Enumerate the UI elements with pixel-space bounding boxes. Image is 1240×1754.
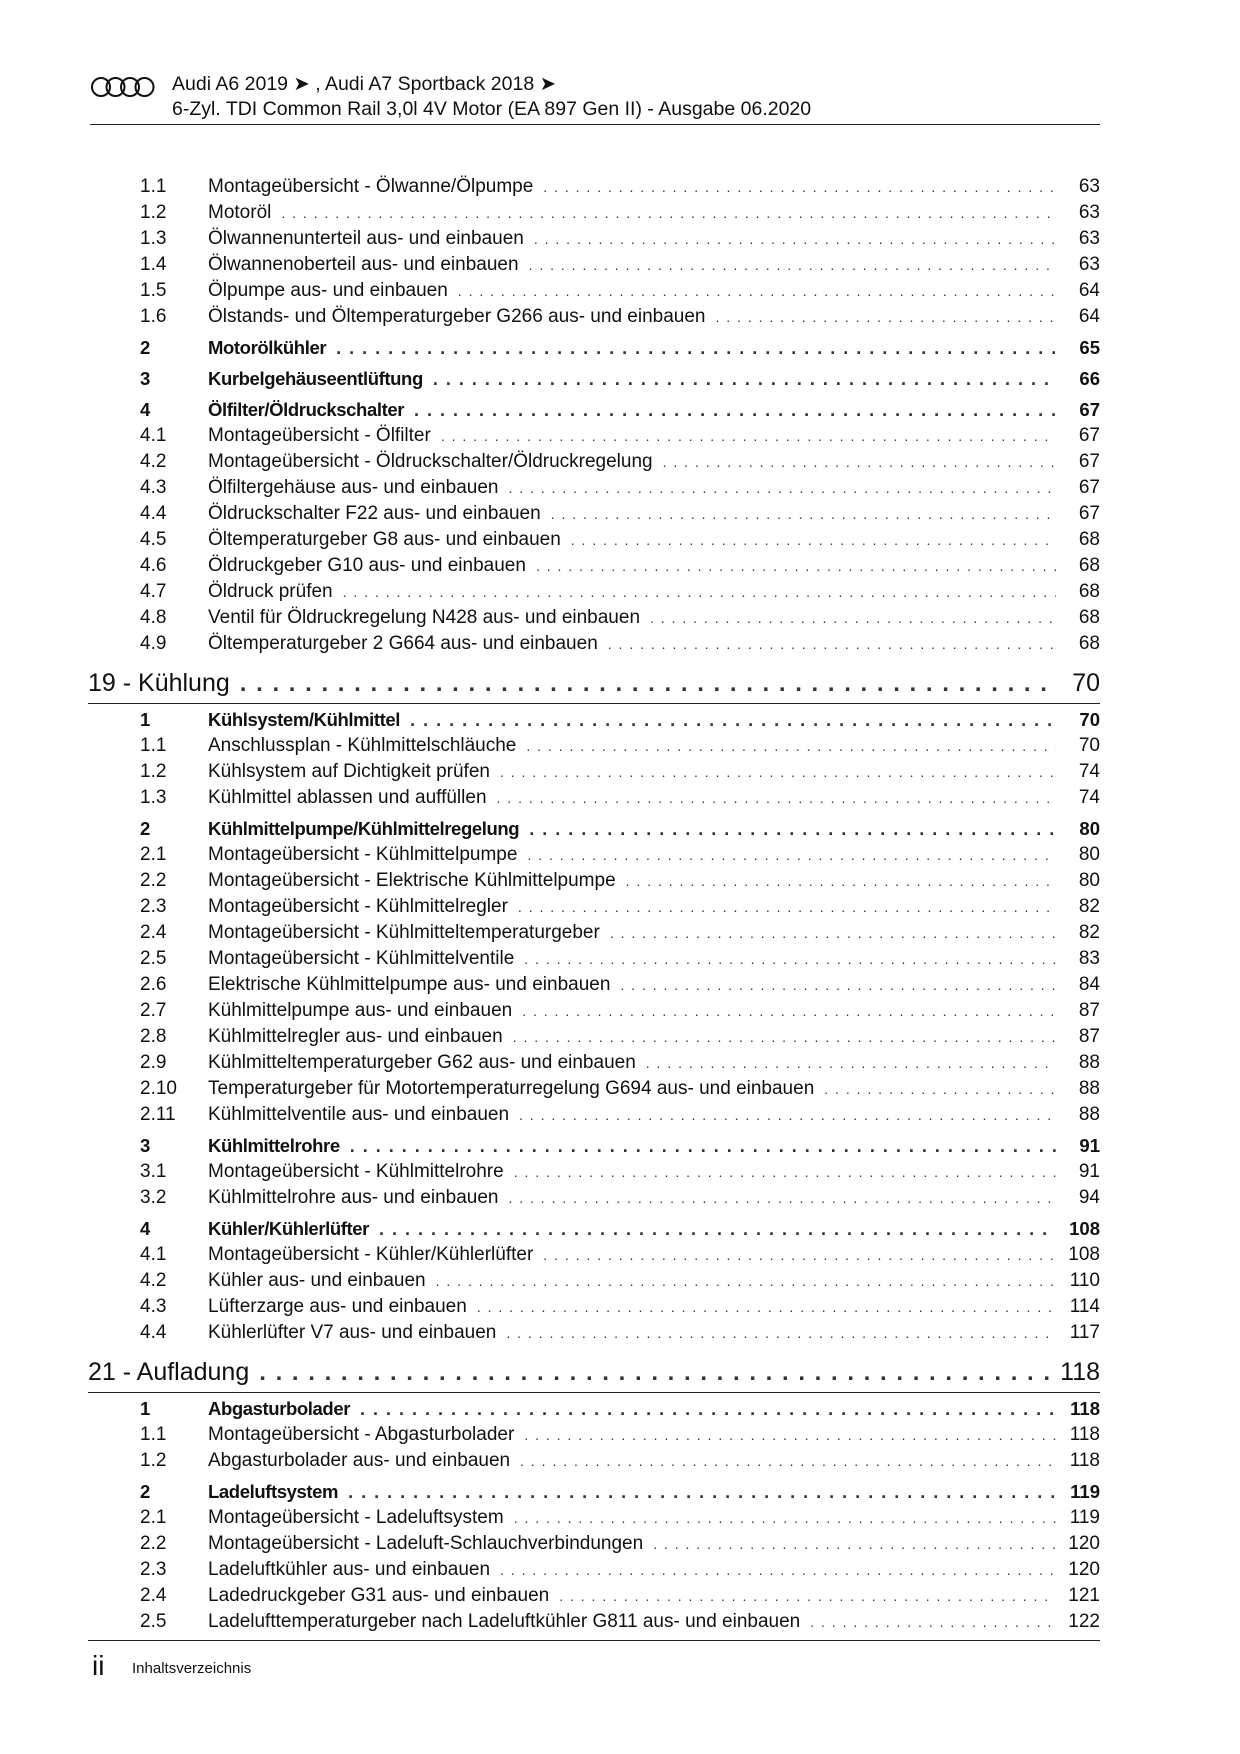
toc-entry-row[interactable] [88, 1052, 1100, 1078]
toc-entry-row[interactable] [88, 1187, 1100, 1213]
toc-number: 1.6 [140, 306, 167, 327]
toc-section-row[interactable] [88, 368, 1100, 394]
toc-title: Kühlmittelpumpe/Kühlmittelregelung [208, 818, 520, 839]
toc-page-number: 91 [1078, 1161, 1100, 1182]
toc-title: Ventil für Öldruckregelung N428 aus- und einbauen [208, 607, 641, 628]
toc-leader-dots [508, 1190, 1056, 1206]
toc-entry-row[interactable] [88, 1026, 1100, 1052]
toc-number: 2.7 [140, 1000, 167, 1021]
toc-title: Montageübersicht - Kühlmittelpumpe [208, 844, 518, 865]
toc-section-row[interactable] [88, 1218, 1100, 1244]
toc-title: Kühlmittelventile aus- und einbauen [208, 1104, 510, 1125]
toc-title: Ladelufttemperaturgeber nach Ladeluftkühler G811 aus- und einbauen [208, 1611, 801, 1632]
toc-leader-dots [663, 454, 1056, 470]
toc-entry-row[interactable] [88, 529, 1100, 555]
toc-entry-row[interactable] [88, 1104, 1100, 1130]
toc-page-number: 70 [1079, 709, 1100, 730]
toc-entry-row[interactable] [88, 1000, 1100, 1026]
toc-leader-dots [526, 738, 1056, 754]
toc-title: Ladeluftkühler aus- und einbauen [208, 1559, 491, 1580]
toc-title: Motorölkühler [208, 337, 327, 358]
toc-number: 2.3 [140, 1559, 167, 1580]
toc-entry-row[interactable] [88, 1450, 1100, 1476]
toc-page-number: 117 [1069, 1322, 1100, 1343]
toc-leader-dots [513, 1029, 1056, 1045]
toc-entry-row[interactable] [88, 1424, 1100, 1450]
toc-number: 2.2 [140, 870, 167, 891]
toc-entry-row[interactable] [88, 1585, 1100, 1611]
toc-entry-row[interactable] [88, 228, 1100, 254]
toc-entry-row[interactable] [88, 1078, 1100, 1104]
toc-entry-row[interactable] [88, 425, 1100, 451]
toc-leader-dots [379, 1219, 1056, 1240]
toc-leader-dots [626, 873, 1056, 889]
toc-number: 2 [140, 337, 151, 358]
toc-entry-row[interactable] [88, 477, 1100, 503]
toc-page-number: 82 [1078, 896, 1100, 917]
footer-divider [88, 1640, 1100, 1641]
toc-section-row[interactable] [88, 818, 1100, 844]
toc-page-number: 87 [1078, 1026, 1100, 1047]
toc-page-number: 68 [1078, 529, 1100, 550]
toc-page-number: 67 [1078, 477, 1100, 498]
toc-title: Montageübersicht - Kühlmittelventile [208, 948, 515, 969]
toc-leader-dots [524, 1427, 1056, 1443]
toc-page-number: 68 [1078, 581, 1100, 602]
toc-leader-dots [653, 1536, 1056, 1552]
toc-title: Montageübersicht - Kühlmittelrohre [208, 1161, 504, 1182]
toc-number: 1.1 [140, 735, 167, 756]
toc-leader-dots [259, 1359, 1052, 1387]
toc-title: Ölstands- und Öltemperaturgeber G266 aus- und einbauen [208, 306, 706, 327]
toc-entry-row[interactable] [88, 176, 1100, 202]
toc-number: 2.5 [140, 1611, 167, 1632]
toc-number: 4.9 [140, 633, 167, 654]
toc-entry-row[interactable] [88, 735, 1100, 761]
toc-number: 4.4 [140, 1322, 167, 1343]
toc-title: Ölfiltergehäuse aus- und einbauen [208, 477, 499, 498]
toc-title: Ladeluftsystem [208, 1481, 339, 1502]
toc-number: 4.4 [140, 503, 167, 524]
toc-title: Kurbelgehäuseentlüftung [208, 368, 423, 389]
toc-number: 3 [140, 1135, 151, 1156]
toc-entry-row[interactable] [88, 870, 1100, 896]
toc-number: 4.3 [140, 1296, 167, 1317]
toc-page-number: 68 [1078, 555, 1100, 576]
toc-page-number: 122 [1068, 1611, 1100, 1632]
toc-page-number: 118 [1069, 1424, 1100, 1445]
toc-title: Montageübersicht - Ölwanne/Ölpumpe [208, 176, 534, 197]
toc-page-number: 121 [1068, 1585, 1100, 1606]
toc-leader-dots [529, 819, 1056, 840]
footer-page-number: ii [92, 1650, 105, 1681]
toc-number: 1 [140, 1398, 151, 1419]
toc-page-number: 68 [1078, 633, 1100, 654]
toc-page-number: 118 [1070, 1398, 1100, 1419]
toc-title: Kühler aus- und einbauen [208, 1270, 426, 1291]
toc-page-number: 64 [1078, 306, 1100, 327]
toc-leader-dots [519, 1107, 1056, 1123]
toc-number: 4.2 [140, 1270, 167, 1291]
toc-leader-dots [441, 428, 1056, 444]
toc-title: Öltemperaturgeber G8 aus- und einbauen [208, 529, 561, 550]
toc-title: Lüfterzarge aus- und einbauen [208, 1296, 467, 1317]
toc-number: 2.3 [140, 896, 167, 917]
toc-page-number: 67 [1078, 451, 1100, 472]
toc-page-number: 120 [1068, 1533, 1100, 1554]
toc-entry-row[interactable] [88, 1611, 1100, 1637]
audi-rings-logo-icon [90, 76, 156, 98]
toc-chapter-row[interactable] [88, 1358, 1100, 1393]
toc-section-row[interactable] [88, 1135, 1100, 1161]
toc-leader-dots [551, 506, 1056, 522]
toc-leader-dots [536, 558, 1056, 574]
toc-leader-dots [524, 951, 1056, 967]
toc-entry-row[interactable] [88, 1296, 1100, 1322]
toc-page-number: 108 [1068, 1244, 1100, 1265]
table-of-contents [88, 176, 1100, 1637]
toc-number: 2.9 [140, 1052, 167, 1073]
toc-entry-row[interactable] [88, 555, 1100, 581]
toc-leader-dots [281, 205, 1056, 221]
toc-leader-dots [610, 925, 1056, 941]
toc-page-number: 80 [1078, 870, 1100, 891]
toc-entry-row[interactable] [88, 761, 1100, 787]
toc-leader-dots [350, 1136, 1056, 1157]
toc-number: 1.2 [140, 202, 167, 223]
toc-number: 4.1 [140, 1244, 167, 1265]
toc-entry-row[interactable] [88, 202, 1100, 228]
toc-title: Kühlsystem/Kühlmittel [208, 709, 401, 730]
toc-entry-row[interactable] [88, 1244, 1100, 1270]
toc-title: Öldruck prüfen [208, 581, 333, 602]
toc-title: 21 - Aufladung [88, 1358, 250, 1386]
header-engine-line: 6-Zyl. TDI Common Rail 3,0l 4V Motor (EA 897 Gen II) - Ausgabe 06.2020 [172, 98, 812, 120]
toc-leader-dots [497, 790, 1056, 806]
toc-number: 1.1 [140, 1424, 167, 1445]
toc-leader-dots [520, 1453, 1056, 1469]
toc-title: Montageübersicht - Ladeluft-Schlauchverbindungen [208, 1533, 644, 1554]
toc-title: Abgasturbolader aus- und einbauen [208, 1450, 511, 1471]
toc-page-number: 67 [1079, 399, 1100, 420]
toc-title: Montageübersicht - Kühler/Kühlerlüfter [208, 1244, 534, 1265]
toc-page-number: 84 [1078, 974, 1100, 995]
toc-entry-row[interactable] [88, 633, 1100, 659]
toc-title: 19 - Kühlung [88, 669, 230, 697]
toc-number: 2.4 [140, 1585, 167, 1606]
toc-entry-row[interactable] [88, 581, 1100, 607]
toc-entry-row[interactable] [88, 607, 1100, 633]
toc-title: Montageübersicht - Öldruckschalter/Öldruckregelung [208, 451, 653, 472]
toc-page-number: 91 [1079, 1135, 1100, 1156]
toc-number: 1.4 [140, 254, 167, 275]
toc-leader-dots [477, 1299, 1056, 1315]
toc-page-number: 63 [1078, 228, 1100, 249]
toc-title: Montageübersicht - Elektrische Kühlmittelpumpe [208, 870, 616, 891]
toc-page-number: 68 [1078, 607, 1100, 628]
toc-number: 4.6 [140, 555, 167, 576]
toc-chapter-row[interactable] [88, 669, 1100, 704]
toc-page-number: 67 [1078, 425, 1100, 446]
toc-title: Ölpumpe aus- und einbauen [208, 280, 448, 301]
toc-entry-row[interactable] [88, 306, 1100, 332]
toc-leader-dots [336, 338, 1056, 359]
toc-number: 4 [140, 399, 151, 420]
toc-title: Kühler/Kühlerlüfter [208, 1218, 369, 1239]
toc-leader-dots [433, 369, 1056, 390]
toc-leader-dots [508, 480, 1056, 496]
toc-number: 4.3 [140, 477, 167, 498]
toc-page-number: 66 [1079, 368, 1100, 389]
toc-title: Kühlmittelpumpe aus- und einbauen [208, 1000, 513, 1021]
toc-section-row[interactable] [88, 709, 1100, 735]
toc-number: 2.1 [140, 844, 167, 865]
toc-leader-dots [650, 610, 1056, 626]
toc-title: Kühlerlüfter V7 aus- und einbauen [208, 1322, 497, 1343]
toc-title: Öldruckschalter F22 aus- und einbauen [208, 503, 541, 524]
toc-number: 1.1 [140, 176, 167, 197]
toc-section-row[interactable] [88, 337, 1100, 363]
toc-entry-row[interactable] [88, 451, 1100, 477]
toc-leader-dots [343, 584, 1056, 600]
toc-page-number: 118 [1069, 1450, 1100, 1471]
toc-title: Anschlussplan - Kühlmittelschläuche [208, 735, 517, 756]
toc-leader-dots [500, 764, 1056, 780]
toc-page-number: 63 [1078, 176, 1100, 197]
toc-section-row[interactable] [88, 1398, 1100, 1424]
toc-page-number: 74 [1078, 761, 1100, 782]
toc-title: Ölwannenunterteil aus- und einbauen [208, 228, 524, 249]
toc-number: 1 [140, 709, 151, 730]
toc-title: Temperaturgeber für Motortemperaturregelung G694 aus- und einbauen [208, 1078, 815, 1099]
toc-number: 2.4 [140, 922, 167, 943]
toc-leader-dots [559, 1588, 1056, 1604]
toc-section-row[interactable] [88, 399, 1100, 425]
toc-number: 4.7 [140, 581, 167, 602]
toc-title: Montageübersicht - Abgasturbolader [208, 1424, 515, 1445]
toc-entry-row[interactable] [88, 1322, 1100, 1348]
toc-entry-row[interactable] [88, 1270, 1100, 1296]
header-vehicle-line: Audi A6 2019 ➤ , Audi A7 Sportback 2018 ➤ [172, 73, 556, 95]
toc-number: 3 [140, 368, 151, 389]
toc-leader-dots [646, 1055, 1056, 1071]
toc-title: Elektrische Kühlmittelpumpe aus- und einbauen [208, 974, 611, 995]
toc-title: Montageübersicht - Kühlmitteltemperaturgeber [208, 922, 600, 943]
toc-entry-row[interactable] [88, 1533, 1100, 1559]
toc-leader-dots [527, 847, 1056, 863]
toc-page-number: 74 [1078, 787, 1100, 808]
toc-leader-dots [506, 1325, 1056, 1341]
toc-title: Kühlmittel ablassen und auffüllen [208, 787, 487, 808]
toc-page-number: 110 [1069, 1270, 1100, 1291]
toc-page-number: 63 [1078, 202, 1100, 223]
toc-leader-dots [620, 977, 1056, 993]
toc-number: 1.3 [140, 787, 167, 808]
toc-leader-dots [240, 670, 1056, 698]
toc-entry-row[interactable] [88, 787, 1100, 813]
toc-number: 3.2 [140, 1187, 167, 1208]
toc-entry-row[interactable] [88, 503, 1100, 529]
toc-number: 1.5 [140, 280, 167, 301]
toc-page-number: 70 [1072, 669, 1100, 697]
toc-page-number: 108 [1069, 1218, 1100, 1239]
toc-entry-row[interactable] [88, 844, 1100, 870]
toc-number: 4.5 [140, 529, 167, 550]
toc-leader-dots [360, 1399, 1056, 1420]
toc-page-number: 118 [1060, 1358, 1100, 1386]
toc-page-number: 119 [1069, 1507, 1100, 1528]
toc-page-number: 88 [1078, 1104, 1100, 1125]
toc-title: Kühlmitteltemperaturgeber G62 aus- und einbauen [208, 1052, 636, 1073]
toc-entry-row[interactable] [88, 1161, 1100, 1187]
toc-leader-dots [458, 283, 1056, 299]
toc-entry-row[interactable] [88, 896, 1100, 922]
toc-page-number: 65 [1079, 337, 1100, 358]
toc-title: Kühlmittelregler aus- und einbauen [208, 1026, 503, 1047]
toc-number: 2.2 [140, 1533, 167, 1554]
toc-entry-row[interactable] [88, 974, 1100, 1000]
toc-leader-dots [608, 636, 1056, 652]
toc-leader-dots [514, 1510, 1056, 1526]
toc-page-number: 64 [1078, 280, 1100, 301]
toc-page-number: 114 [1069, 1296, 1100, 1317]
toc-page-number: 94 [1078, 1187, 1100, 1208]
toc-title: Öltemperaturgeber 2 G664 aus- und einbauen [208, 633, 598, 654]
toc-number: 2 [140, 1481, 151, 1502]
toc-number: 2.5 [140, 948, 167, 969]
toc-title: Kühlmittelrohre aus- und einbauen [208, 1187, 499, 1208]
toc-leader-dots [824, 1081, 1056, 1097]
toc-section-row[interactable] [88, 1481, 1100, 1507]
toc-page-number: 80 [1078, 844, 1100, 865]
toc-number: 3.1 [140, 1161, 167, 1182]
toc-number: 1.2 [140, 1450, 167, 1471]
toc-entry-row[interactable] [88, 922, 1100, 948]
toc-leader-dots [810, 1614, 1056, 1630]
toc-page-number: 82 [1078, 922, 1100, 943]
toc-number: 1.3 [140, 228, 167, 249]
toc-leader-dots [534, 231, 1056, 247]
toc-title: Kühlmittelrohre [208, 1135, 340, 1156]
toc-number: 4.8 [140, 607, 167, 628]
toc-number: 2.8 [140, 1026, 167, 1047]
toc-entry-row[interactable] [88, 948, 1100, 974]
toc-page-number: 80 [1079, 818, 1100, 839]
toc-leader-dots [414, 400, 1056, 421]
toc-page-number: 67 [1078, 503, 1100, 524]
toc-leader-dots [529, 257, 1056, 273]
toc-leader-dots [543, 179, 1056, 195]
toc-number: 4.2 [140, 451, 167, 472]
toc-number: 1.2 [140, 761, 167, 782]
footer-section-title: Inhaltsverzeichnis [132, 1660, 252, 1677]
toc-entry-row[interactable] [88, 1559, 1100, 1585]
toc-title: Montageübersicht - Ladeluftsystem [208, 1507, 504, 1528]
toc-title: Kühlsystem auf Dichtigkeit prüfen [208, 761, 490, 782]
toc-page-number: 87 [1078, 1000, 1100, 1021]
toc-page-number: 70 [1078, 735, 1100, 756]
toc-title: Ölwannenoberteil aus- und einbauen [208, 254, 519, 275]
toc-leader-dots [410, 710, 1056, 731]
toc-leader-dots [571, 532, 1056, 548]
toc-number: 4 [140, 1218, 151, 1239]
toc-leader-dots [543, 1247, 1056, 1263]
toc-title: Abgasturbolader [208, 1398, 351, 1419]
toc-title: Montageübersicht - Ölfilter [208, 425, 431, 446]
toc-title: Montageübersicht - Kühlmittelregler [208, 896, 508, 917]
toc-number: 2 [140, 818, 151, 839]
toc-page-number: 63 [1078, 254, 1100, 275]
toc-page-number: 119 [1070, 1481, 1100, 1502]
toc-page-number: 120 [1068, 1559, 1100, 1580]
toc-title: Öldruckgeber G10 aus- und einbauen [208, 555, 526, 576]
toc-number: 2.11 [140, 1104, 176, 1125]
toc-title: Ölfilter/Öldruckschalter [208, 399, 405, 420]
header-divider [90, 124, 1100, 125]
toc-title: Motoröl [208, 202, 272, 223]
toc-number: 2.6 [140, 974, 167, 995]
toc-number: 4.1 [140, 425, 167, 446]
toc-entry-row[interactable] [88, 254, 1100, 280]
toc-page-number: 88 [1078, 1078, 1100, 1099]
toc-title: Ladedruckgeber G31 aus- und einbauen [208, 1585, 550, 1606]
toc-entry-row[interactable] [88, 280, 1100, 306]
toc-leader-dots [436, 1273, 1056, 1289]
toc-page-number: 83 [1078, 948, 1100, 969]
toc-leader-dots [514, 1164, 1056, 1180]
toc-leader-dots [715, 309, 1056, 325]
toc-leader-dots [518, 899, 1056, 915]
toc-leader-dots [500, 1562, 1056, 1578]
toc-number: 2.10 [140, 1078, 177, 1099]
toc-number: 2.1 [140, 1507, 167, 1528]
toc-entry-row[interactable] [88, 1507, 1100, 1533]
toc-leader-dots [348, 1482, 1056, 1503]
toc-page-number: 88 [1078, 1052, 1100, 1073]
toc-leader-dots [522, 1003, 1056, 1019]
